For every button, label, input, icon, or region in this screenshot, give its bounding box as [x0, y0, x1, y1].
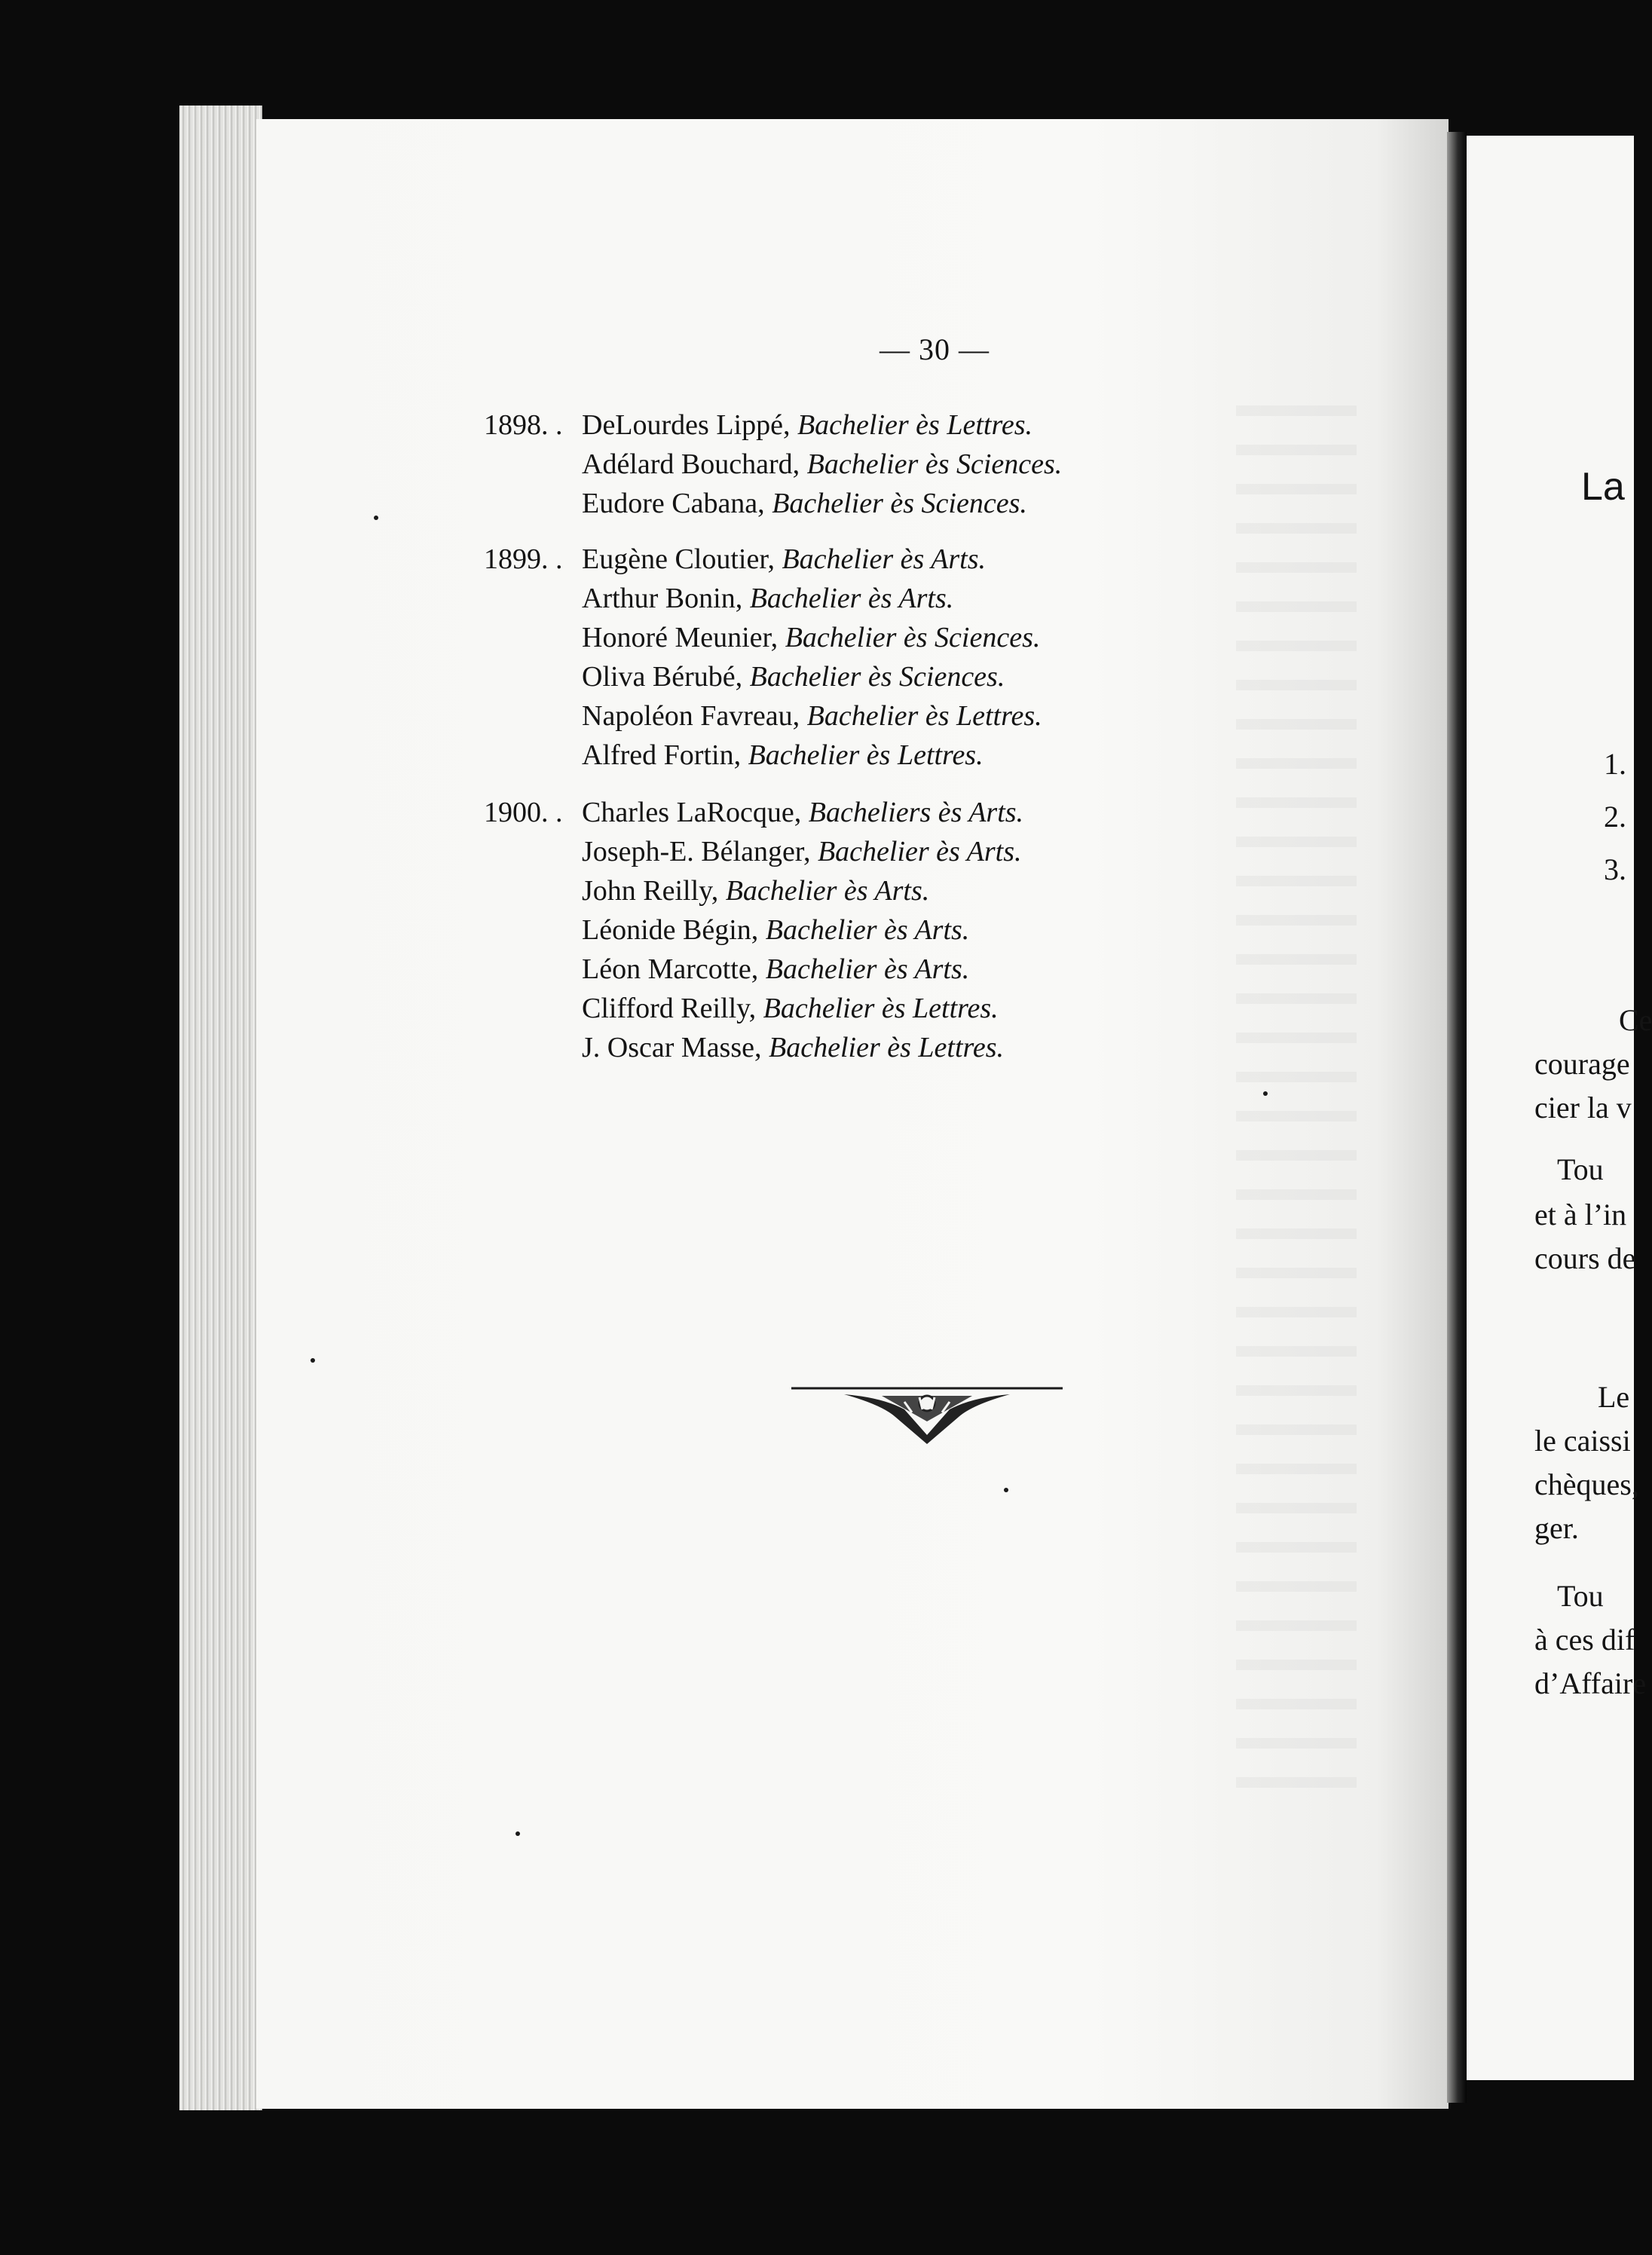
graduate-line — [582, 448, 1062, 481]
graduate-name: Charles LaRocque, — [582, 797, 802, 828]
graduate-line — [582, 835, 1021, 868]
graduate-name: Eudore Cabana, — [582, 488, 765, 519]
scan-speck — [1263, 1091, 1268, 1096]
graduate-line — [582, 992, 999, 1025]
right-text-fragment: cours de — [1534, 1241, 1636, 1275]
right-list-number: 2. — [1604, 800, 1626, 834]
graduate-degree: Bachelier ès Lettres. — [763, 993, 999, 1024]
graduate-line — [582, 874, 929, 907]
right-text-fragment: Tou — [1557, 1152, 1604, 1186]
graduate-degree: Bachelier ès Sciences. — [806, 448, 1063, 480]
right-list-number: 3. — [1604, 852, 1626, 886]
right-list-number: 1. — [1604, 747, 1626, 781]
graduate-degree: Bachelier ès Arts. — [817, 836, 1022, 867]
right-text-fragment: à ces dif — [1534, 1623, 1635, 1657]
right-text-fragment: chèques, — [1534, 1467, 1639, 1501]
right-text-fragment: courage — [1534, 1047, 1630, 1081]
graduate-line — [582, 543, 986, 576]
graduate-name: Adélard Bouchard, — [582, 448, 800, 480]
graduate-name: Napoléon Favreau, — [582, 700, 800, 732]
graduate-degree: Bachelier ès Arts. — [749, 583, 954, 614]
scan-speck — [311, 1358, 315, 1363]
graduate-name: Léonide Bégin, — [582, 914, 759, 946]
graduate-name: DeLourdes Lippé, — [582, 409, 791, 441]
graduate-degree: Bachelier ès Sciences. — [749, 661, 1005, 693]
graduate-degree: Bachelier ès Lettres. — [769, 1032, 1005, 1063]
entry-year-1898: 1898. . — [484, 409, 563, 441]
graduate-name: Joseph-E. Bélanger, — [582, 836, 811, 867]
graduate-name: Léon Marcotte, — [582, 953, 759, 985]
graduate-line — [582, 913, 969, 947]
graduate-degree: Bachelier ès Sciences. — [772, 488, 1027, 519]
graduate-name: Clifford Reilly, — [582, 993, 757, 1024]
right-text-fragment: cier la v — [1534, 1091, 1632, 1124]
graduate-degree: Bachelier ès Lettres. — [806, 700, 1042, 732]
graduate-name: John Reilly, — [582, 875, 719, 907]
scan-speck — [1004, 1488, 1008, 1492]
graduate-degree: Bachelier ès Arts. — [765, 914, 970, 946]
graduate-line — [582, 739, 984, 772]
graduate-degree: Bachelier ès Lettres. — [797, 409, 1032, 441]
entry-year-1900: 1900. . — [484, 797, 563, 828]
graduate-name: Oliva Bérubé, — [582, 661, 743, 693]
right-text-fragment: le caissi — [1534, 1424, 1631, 1458]
graduate-name: Arthur Bonin, — [582, 583, 743, 614]
graduate-line — [582, 487, 1027, 520]
graduate-line — [582, 1031, 1004, 1064]
right-text-fragment: Tou — [1557, 1579, 1604, 1613]
graduate-degree: Bachelier ès Arts. — [725, 875, 930, 907]
page-number: — 30 — — [880, 332, 990, 366]
right-text-fragment: et à l’in — [1534, 1198, 1627, 1232]
tailpiece-ornament — [791, 1379, 1063, 1447]
page-stack-edge — [179, 106, 262, 2110]
right-text-fragment: ger. — [1534, 1511, 1579, 1545]
graduate-name: Alfred Fortin, — [582, 739, 742, 771]
graduate-degree: Bacheliers ès Arts. — [808, 797, 1024, 828]
right-text-fragment: Ce — [1619, 1003, 1652, 1037]
graduate-degree: Bachelier ès Arts. — [782, 543, 986, 575]
graduate-line — [582, 621, 1040, 654]
right-text-fragment: d’Affaire — [1534, 1666, 1647, 1700]
right-page-title-fragment: La — [1581, 465, 1625, 509]
scan-speck — [374, 516, 378, 520]
graduate-degree: Bachelier ès Sciences. — [785, 622, 1041, 653]
book-gutter — [1447, 132, 1467, 2103]
show-through-text — [1236, 377, 1357, 1809]
graduate-name: Eugène Cloutier, — [582, 543, 775, 575]
graduate-line — [582, 796, 1023, 829]
graduate-degree: Bachelier ès Arts. — [765, 953, 970, 985]
graduate-name: J. Oscar Masse, — [582, 1032, 762, 1063]
graduate-name: Honoré Meunier, — [582, 622, 779, 653]
graduate-line — [582, 660, 1005, 693]
right-text-fragment: Le — [1598, 1380, 1630, 1414]
graduate-line — [582, 408, 1032, 442]
scan-speck — [515, 1831, 520, 1836]
graduate-line — [582, 953, 969, 986]
entry-year-1899: 1899. . — [484, 543, 563, 575]
graduate-line — [582, 582, 953, 615]
graduate-degree: Bachelier ès Lettres. — [748, 739, 984, 771]
graduate-line — [582, 699, 1042, 733]
